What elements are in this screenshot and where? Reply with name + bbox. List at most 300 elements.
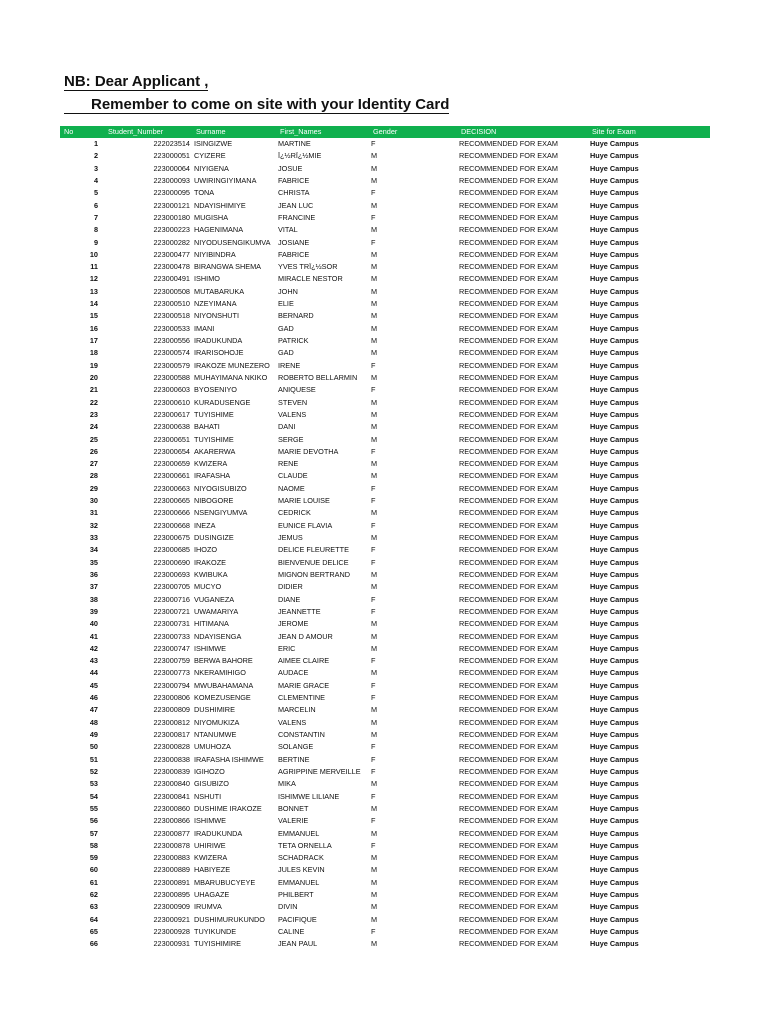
- row-number: 11: [90, 262, 98, 272]
- first-names: AGRIPPINE MERVEILLE: [278, 766, 361, 776]
- decision: RECOMMENDED FOR EXAM: [459, 730, 558, 739]
- row-number: 35: [89, 557, 98, 567]
- first-names: FRANCINE: [278, 212, 316, 222]
- surname: INEZA: [194, 520, 216, 530]
- table-row: [60, 852, 710, 864]
- row-number: 31: [89, 508, 98, 518]
- first-names: ANIQUESE: [278, 385, 316, 395]
- exam-site: Huye Campus: [590, 471, 639, 481]
- surname: TONA: [194, 188, 215, 198]
- student-number: 223000121: [153, 200, 190, 210]
- surname: NDAYISENGA: [194, 631, 242, 641]
- surname: VUGANEZA: [194, 594, 235, 604]
- col-header-first-names: First_Names: [276, 126, 369, 138]
- decision: RECOMMENDED FOR EXAM: [459, 643, 558, 653]
- surname: MWUBAHAMANA: [194, 680, 254, 690]
- reminder-text: Remember to come on site with your Identity Card: [91, 96, 450, 113]
- first-names: JEAN PAUL: [278, 939, 318, 949]
- gender: F: [371, 594, 376, 604]
- table-row: [60, 298, 710, 310]
- decision: RECOMMENDED FOR EXAM: [459, 914, 558, 924]
- first-names: JOSUE: [278, 163, 303, 173]
- gender: M: [371, 619, 378, 629]
- gender: M: [371, 434, 378, 444]
- first-names: DIDIER: [278, 582, 303, 592]
- table-row: [60, 409, 710, 421]
- table-row: [60, 631, 710, 643]
- table-row: [60, 680, 710, 692]
- first-names: CALINE: [278, 927, 305, 936]
- surname: ISHIMO: [194, 274, 220, 284]
- exam-site: Huye Campus: [590, 422, 639, 432]
- decision: RECOMMENDED FOR EXAM: [459, 840, 558, 850]
- row-number: 12: [89, 274, 98, 284]
- table-row: [60, 187, 710, 199]
- first-names: BIENVENUE DELICE: [278, 557, 349, 567]
- surname: NIYIBINDRA: [194, 249, 236, 259]
- row-number: 55: [89, 803, 98, 813]
- exam-site: Huye Campus: [590, 299, 639, 309]
- decision: RECOMMENDED FOR EXAM: [459, 286, 558, 296]
- student-number: 223000794: [153, 680, 190, 690]
- first-names: MARIE DEVOTHA: [278, 446, 339, 456]
- table-row: [60, 175, 710, 187]
- decision: RECOMMENDED FOR EXAM: [459, 397, 558, 407]
- decision: RECOMMENDED FOR EXAM: [459, 877, 558, 887]
- decision: RECOMMENDED FOR EXAM: [459, 557, 558, 567]
- student-number: 223000659: [153, 459, 190, 469]
- student-number: 223000909: [153, 902, 190, 912]
- surname: TUYISHIME: [194, 409, 234, 419]
- student-number: 223000921: [153, 914, 190, 924]
- table-row: [60, 335, 710, 347]
- table-row: [60, 889, 710, 901]
- notice-reminder: [64, 96, 449, 114]
- surname: MUHAYIMANA NKIKO: [194, 372, 268, 382]
- exam-site: Huye Campus: [590, 939, 639, 949]
- exam-site: Huye Campus: [590, 323, 639, 333]
- exam-site: Huye Campus: [590, 594, 639, 604]
- first-names: CLEMENTINE: [278, 693, 326, 703]
- exam-site: Huye Campus: [590, 249, 639, 259]
- decision: RECOMMENDED FOR EXAM: [459, 717, 558, 727]
- gender: M: [371, 200, 378, 210]
- gender: M: [371, 459, 378, 469]
- student-number: 223000663: [153, 483, 190, 493]
- student-number: 223000731: [153, 619, 190, 629]
- gender: M: [371, 582, 378, 592]
- surname: BAHATI: [194, 422, 220, 432]
- table-row: [60, 667, 710, 679]
- first-names: MIGNON BERTRAND: [278, 569, 351, 579]
- table-row: [60, 446, 710, 458]
- surname: GISUBIZO: [194, 779, 229, 789]
- table-row: [60, 815, 710, 827]
- surname: DUSHIME IRAKOZE: [194, 803, 262, 813]
- first-names: FABRICE: [278, 175, 310, 185]
- decision: RECOMMENDED FOR EXAM: [459, 779, 558, 789]
- row-number: 60: [89, 865, 98, 875]
- student-number: 223000809: [153, 705, 190, 715]
- decision: RECOMMENDED FOR EXAM: [459, 594, 558, 604]
- surname: HABIYEZE: [194, 865, 231, 875]
- first-names: GAD: [278, 348, 294, 358]
- gender: M: [371, 939, 378, 949]
- gender: F: [371, 483, 376, 493]
- surname: IGIHOZO: [194, 766, 225, 776]
- exam-site: Huye Campus: [590, 606, 639, 616]
- student-number: 223000817: [153, 730, 190, 739]
- exam-site: Huye Campus: [590, 582, 639, 592]
- exam-site: Huye Campus: [590, 927, 639, 936]
- first-names: YVES TRÏ¿½SOR: [278, 262, 338, 272]
- decision: RECOMMENDED FOR EXAM: [459, 225, 558, 235]
- decision: RECOMMENDED FOR EXAM: [459, 828, 558, 838]
- row-number: 27: [89, 459, 98, 469]
- table-row: [60, 828, 710, 840]
- row-number: 38: [89, 594, 98, 604]
- student-number: 223000588: [153, 372, 190, 382]
- first-names: BERTINE: [278, 754, 310, 764]
- decision: RECOMMENDED FOR EXAM: [459, 582, 558, 592]
- decision: RECOMMENDED FOR EXAM: [459, 791, 558, 801]
- gender: M: [371, 803, 378, 813]
- table-row: [60, 384, 710, 396]
- row-number: 25: [89, 434, 98, 444]
- exam-site: Huye Campus: [590, 779, 639, 789]
- exam-site: Huye Campus: [590, 360, 639, 370]
- gender: M: [371, 853, 378, 863]
- table-header-row: [60, 126, 710, 138]
- exam-site: Huye Campus: [590, 459, 639, 469]
- student-number: 223000866: [153, 816, 190, 826]
- gender: M: [371, 397, 378, 407]
- table-row: [60, 249, 710, 261]
- decision: RECOMMENDED FOR EXAM: [459, 212, 558, 222]
- gender: M: [371, 299, 378, 309]
- student-number: 223000093: [153, 175, 190, 185]
- decision: RECOMMENDED FOR EXAM: [459, 668, 558, 678]
- decision: RECOMMENDED FOR EXAM: [459, 311, 558, 321]
- gender: M: [371, 668, 378, 678]
- student-number: 223000180: [153, 212, 190, 222]
- gender: F: [371, 520, 376, 530]
- decision: RECOMMENDED FOR EXAM: [459, 274, 558, 284]
- student-number: 223000508: [153, 286, 190, 296]
- first-names: DANI: [278, 422, 296, 432]
- gender: M: [371, 914, 378, 924]
- decision: RECOMMENDED FOR EXAM: [459, 890, 558, 900]
- exam-site: Huye Campus: [590, 336, 639, 345]
- surname: NTANUMWE: [194, 730, 237, 739]
- exam-site: Huye Campus: [590, 656, 639, 666]
- surname: NIYOGISUBIZO: [194, 483, 247, 493]
- first-names: GAD: [278, 323, 294, 333]
- student-number: 223000095: [153, 188, 190, 198]
- surname: KWIBUKA: [194, 569, 228, 579]
- surname: ISINGIZWE: [194, 139, 233, 148]
- decision: RECOMMENDED FOR EXAM: [459, 939, 558, 949]
- row-number: 59: [89, 853, 98, 863]
- row-number: 2: [93, 151, 98, 161]
- surname: IRUMVA: [194, 902, 222, 912]
- gender: F: [371, 680, 376, 690]
- decision: RECOMMENDED FOR EXAM: [459, 902, 558, 912]
- col-header-gender: Gender: [369, 126, 457, 138]
- gender: M: [371, 902, 378, 912]
- decision: RECOMMENDED FOR EXAM: [459, 483, 558, 493]
- first-names: JEMUS: [278, 533, 303, 542]
- first-names: TETA ORNELLA: [278, 840, 332, 850]
- table-row: [60, 717, 710, 729]
- gender: F: [371, 557, 376, 567]
- table-row: [60, 778, 710, 790]
- row-number: 18: [89, 348, 98, 358]
- exam-site: Huye Campus: [590, 791, 639, 801]
- decision: RECOMMENDED FOR EXAM: [459, 471, 558, 481]
- col-header-no: No: [60, 126, 104, 138]
- table-row: [60, 741, 710, 753]
- gender: M: [371, 779, 378, 789]
- col-header-surname: Surname: [192, 126, 276, 138]
- table-row: [60, 347, 710, 359]
- exam-site: Huye Campus: [590, 397, 639, 407]
- table-row: [60, 458, 710, 470]
- table-row: [60, 544, 710, 556]
- student-number: 223000812: [153, 717, 190, 727]
- table-row: [60, 434, 710, 446]
- gender: M: [371, 286, 378, 296]
- gender: F: [371, 766, 376, 776]
- exam-site: Huye Campus: [590, 680, 639, 690]
- first-names: ROBERTO BELLARMIN: [278, 372, 358, 382]
- first-names: VALENS: [278, 717, 307, 727]
- row-number: 63: [89, 902, 98, 912]
- student-number: 223000651: [153, 434, 190, 444]
- exam-site: Huye Campus: [590, 409, 639, 419]
- first-names: CEDRICK: [278, 508, 311, 518]
- table-row: [60, 286, 710, 298]
- first-names: SOLANGE: [278, 742, 314, 752]
- first-names: DIANE: [278, 594, 301, 604]
- surname: KOMEZUSENGE: [194, 693, 251, 703]
- exam-site: Huye Campus: [590, 902, 639, 912]
- decision: RECOMMENDED FOR EXAM: [459, 372, 558, 382]
- decision: RECOMMENDED FOR EXAM: [459, 754, 558, 764]
- student-number: 223000759: [153, 656, 190, 666]
- decision: RECOMMENDED FOR EXAM: [459, 619, 558, 629]
- col-header-student-number: Student_Number: [104, 126, 192, 138]
- exam-site: Huye Campus: [590, 225, 639, 235]
- row-number: 7: [93, 212, 98, 222]
- exam-site: Huye Campus: [590, 803, 639, 813]
- student-number: 223000051: [153, 151, 190, 161]
- gender: M: [371, 422, 378, 432]
- student-number: 223000574: [153, 348, 190, 358]
- row-number: 10: [89, 249, 98, 259]
- surname: IRADUKUNDA: [194, 828, 243, 838]
- exam-site: Huye Campus: [590, 496, 639, 506]
- exam-site: Huye Campus: [590, 853, 639, 863]
- exam-site: Huye Campus: [590, 643, 639, 653]
- exam-site: Huye Campus: [590, 151, 639, 161]
- gender: M: [371, 717, 378, 727]
- table-row: [60, 766, 710, 778]
- student-number: 223000654: [153, 446, 190, 456]
- decision: RECOMMENDED FOR EXAM: [459, 742, 558, 752]
- exam-site: Huye Campus: [590, 754, 639, 764]
- student-number: 223000668: [153, 520, 190, 530]
- gender: F: [371, 188, 376, 198]
- exam-site: Huye Campus: [590, 508, 639, 518]
- exam-site: Huye Campus: [590, 705, 639, 715]
- exam-site: Huye Campus: [590, 693, 639, 703]
- row-number: 28: [89, 471, 98, 481]
- surname: IRAFASHA: [194, 471, 231, 481]
- surname: KWIZERA: [194, 459, 228, 469]
- exam-site: Huye Campus: [590, 163, 639, 173]
- student-number: 223000685: [153, 545, 190, 555]
- student-number: 223000931: [153, 939, 190, 949]
- first-names: BERNARD: [278, 311, 314, 321]
- gender: F: [371, 139, 376, 148]
- notice-heading: NB: Dear Applicant ,: [64, 73, 209, 90]
- surname: BERWA BAHORE: [194, 656, 253, 666]
- table-row: [60, 237, 710, 249]
- first-names: NAOME: [278, 483, 305, 493]
- decision: RECOMMENDED FOR EXAM: [459, 237, 558, 247]
- exam-site: Huye Campus: [590, 533, 639, 542]
- decision: RECOMMENDED FOR EXAM: [459, 656, 558, 666]
- exam-site: Huye Campus: [590, 200, 639, 210]
- first-names: EUNICE FLAVIA: [278, 520, 333, 530]
- exam-site: Huye Campus: [590, 865, 639, 875]
- row-number: 34: [89, 545, 98, 555]
- table-row: [60, 273, 710, 285]
- first-names: FABRICE: [278, 249, 310, 259]
- decision: RECOMMENDED FOR EXAM: [459, 705, 558, 715]
- decision: RECOMMENDED FOR EXAM: [459, 188, 558, 198]
- decision: RECOMMENDED FOR EXAM: [459, 323, 558, 333]
- table-row: [60, 864, 710, 876]
- student-number: 223000665: [153, 496, 190, 506]
- gender: F: [371, 840, 376, 850]
- gender: M: [371, 828, 378, 838]
- row-number: 20: [89, 372, 98, 382]
- table-row: [60, 520, 710, 532]
- surname: TUYIKUNDE: [194, 927, 237, 936]
- table-row: [60, 618, 710, 630]
- surname: IHOZO: [194, 545, 218, 555]
- table-row: [60, 483, 710, 495]
- row-number: 50: [89, 742, 98, 752]
- decision: RECOMMENDED FOR EXAM: [459, 385, 558, 395]
- row-number: 26: [89, 446, 98, 456]
- row-number: 52: [89, 766, 98, 776]
- row-number: 23: [89, 409, 98, 419]
- exam-site: Huye Campus: [590, 816, 639, 826]
- row-number: 54: [89, 791, 98, 801]
- gender: M: [371, 274, 378, 284]
- exam-site: Huye Campus: [590, 557, 639, 567]
- first-names: IRENE: [278, 360, 301, 370]
- row-number: 33: [89, 533, 98, 542]
- surname: BIRANGWA SHEMA: [194, 262, 262, 272]
- exam-site: Huye Campus: [590, 446, 639, 456]
- decision: RECOMMENDED FOR EXAM: [459, 446, 558, 456]
- gender: M: [371, 533, 378, 542]
- exam-site: Huye Campus: [590, 348, 639, 358]
- table-row: [60, 840, 710, 852]
- surname: IRAFASHA ISHIMWE: [194, 754, 264, 764]
- student-number: 223000773: [153, 668, 190, 678]
- surname: NDAYISHIMIYE: [194, 200, 246, 210]
- student-number: 223000840: [153, 779, 190, 789]
- surname: AKARERWA: [194, 446, 236, 456]
- table-row: [60, 692, 710, 704]
- table-row: [60, 877, 710, 889]
- exam-site: Huye Campus: [590, 274, 639, 284]
- first-names: MARCELIN: [278, 705, 316, 715]
- first-names: ELIE: [278, 299, 294, 309]
- row-number: 56: [89, 816, 98, 826]
- student-number: 223000617: [153, 409, 190, 419]
- surname: TUYISHIMIRE: [194, 939, 242, 949]
- surname: MUTABARUKA: [194, 286, 245, 296]
- surname: NIYONSHUTI: [194, 311, 239, 321]
- row-number: 30: [89, 496, 98, 506]
- decision: RECOMMENDED FOR EXAM: [459, 496, 558, 506]
- row-number: 61: [89, 877, 98, 887]
- exam-site: Huye Campus: [590, 742, 639, 752]
- surname: IRADUKUNDA: [194, 336, 243, 345]
- first-names: VALENS: [278, 409, 307, 419]
- decision: RECOMMENDED FOR EXAM: [459, 569, 558, 579]
- first-names: DELICE FLEURETTE: [278, 545, 349, 555]
- table-row: [60, 470, 710, 482]
- decision: RECOMMENDED FOR EXAM: [459, 533, 558, 542]
- exam-site: Huye Campus: [590, 311, 639, 321]
- surname: IRAKOZE: [194, 557, 227, 567]
- student-number: 223000895: [153, 890, 190, 900]
- first-names: MARIE LOUISE: [278, 496, 330, 506]
- row-number: 15: [89, 311, 98, 321]
- exam-site: Huye Campus: [590, 262, 639, 272]
- row-number: 8: [93, 225, 98, 235]
- decision: RECOMMENDED FOR EXAM: [459, 508, 558, 518]
- gender: F: [371, 791, 376, 801]
- student-number: 223000603: [153, 385, 190, 395]
- gender: F: [371, 693, 376, 703]
- first-names: AUDACE: [278, 668, 309, 678]
- gender: M: [371, 262, 378, 272]
- row-number: 46: [89, 693, 98, 703]
- table-row: [60, 532, 710, 544]
- first-names: ISHIMWE LILIANE: [278, 791, 340, 801]
- first-names: JEAN D AMOUR: [278, 631, 333, 641]
- row-number: 3: [93, 163, 98, 173]
- gender: F: [371, 212, 376, 222]
- table-row: [60, 594, 710, 606]
- first-names: MIKA: [278, 779, 296, 789]
- surname: KWIZERA: [194, 853, 228, 863]
- first-names: JULES KEVIN: [278, 865, 325, 875]
- student-number: 223000064: [153, 163, 190, 173]
- student-number: 223000510: [153, 299, 190, 309]
- student-number: 223000883: [153, 853, 190, 863]
- table-row: [60, 495, 710, 507]
- surname: NSENGIYUMVA: [194, 508, 248, 518]
